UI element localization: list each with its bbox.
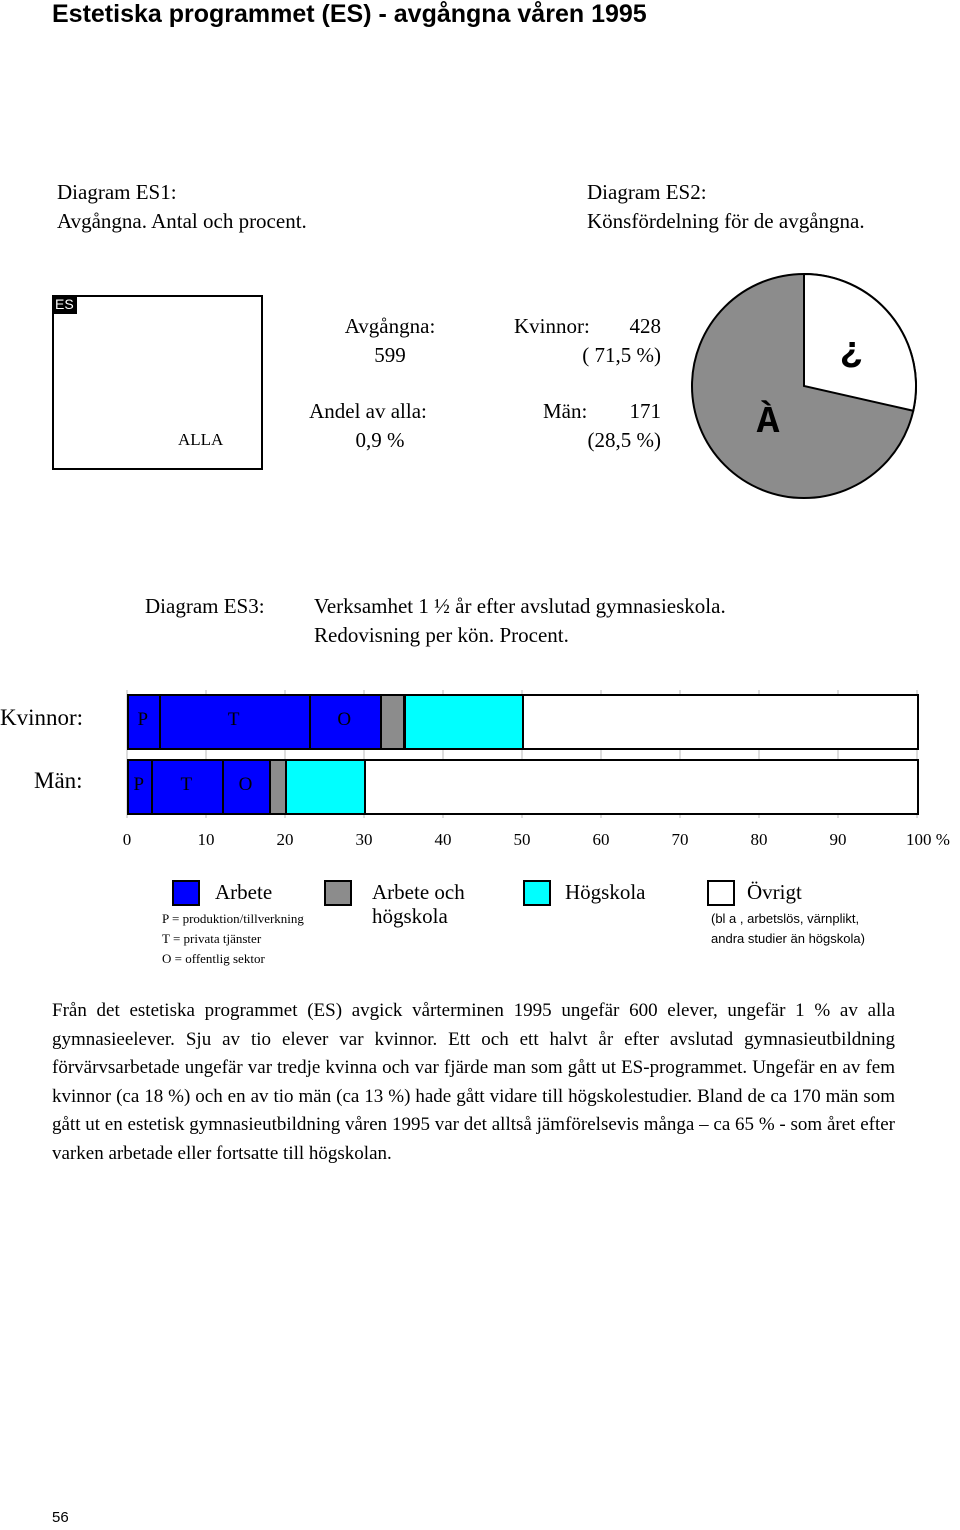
legend-swatch-arbete-och-hogskola bbox=[324, 880, 352, 906]
es3-caption-line2: Redovisning per kön. Procent. bbox=[314, 623, 569, 647]
pie-glyph-men: ¿ bbox=[839, 331, 863, 374]
bar-label-man: Män: bbox=[34, 768, 83, 793]
kvinnor-value: 428 bbox=[629, 314, 661, 338]
andel-value: 0,9 % bbox=[355, 428, 405, 452]
x-tick-label: 70 bbox=[671, 830, 689, 849]
es3-caption-line1: Verksamhet 1 ½ år efter avslutad gymnasieskola. bbox=[314, 594, 726, 618]
bar-segment-kvinnor-ovrigt bbox=[522, 694, 919, 750]
legend-note-t: T = privata tjänster bbox=[162, 931, 262, 946]
x-tick-label: 30 bbox=[355, 830, 373, 849]
x-tick-label: 80 bbox=[750, 830, 768, 849]
avgangna-label: Avgångna: bbox=[344, 314, 436, 338]
bar-segment-kvinnor-hogskola bbox=[404, 694, 525, 750]
man-percent: (28,5 %) bbox=[587, 428, 661, 452]
bar-segment-label-o: O bbox=[238, 774, 253, 795]
bar-segment-label-p: P bbox=[137, 709, 149, 730]
legend-hogskola: Högskola bbox=[565, 880, 646, 904]
x-tick-label: 90 bbox=[829, 830, 847, 849]
es1-caption-line1: Diagram ES1: bbox=[57, 180, 177, 204]
legend-swatch-arbete bbox=[172, 880, 200, 906]
legend-note-ovrigt-1: (bl a , arbetslös, värnplikt, bbox=[711, 911, 860, 926]
x-tick-label: 60 bbox=[592, 830, 610, 849]
legend-arbete-och-hogskola-line1: Arbete och bbox=[372, 880, 465, 904]
bar-segment-label-p: P bbox=[133, 774, 145, 795]
legend-arbete-och-hogskola bbox=[372, 880, 465, 928]
kvinnor-label: Kvinnor: bbox=[514, 314, 590, 338]
avgangna-value: 599 bbox=[374, 343, 406, 367]
legend-ovrigt: Övrigt bbox=[747, 880, 802, 904]
legend-note-p: P = produktion/tillverkning bbox=[162, 911, 304, 926]
man-value: 171 bbox=[629, 399, 661, 423]
es1-alla-label: ALLA bbox=[178, 430, 224, 449]
es2-caption-line1: Diagram ES2: bbox=[587, 180, 707, 204]
body-paragraph: Från det estetiska programmet (ES) avgick vårterminen 1995 ungefär 600 elever, ungefär 1 % av alla gymnasieelever. Sju av tio elever var kvinnor. Ett och ett halvt år efter avslutad gymnasieutbildning förvärvsarbetade ungefär var tredje kvinna och var fjärde man som gått ut ES-programmet. Ungefär en av fem kvinnor (ca 18 %) och en av tio män (ca 13 %) hade gått vidare till högskolestudier. Bland de ca 170 män som gått ut en estetisk gymnasieutbildning våren 1995 var det alltså jämförelsevis många – ca 65 % - som året efter varken arbetade eller fortsatte till högskolan. bbox=[52, 1000, 895, 1164]
legend-arbete: Arbete bbox=[215, 880, 273, 904]
bar-segment-man-ovrigt bbox=[364, 759, 919, 815]
page-number: 56 bbox=[52, 1509, 69, 1526]
x-tick-label: 50 bbox=[513, 830, 531, 849]
es3-caption-label: Diagram ES3: bbox=[145, 594, 265, 618]
x-tick-label: 100 % bbox=[906, 830, 950, 849]
x-tick-label: 10 bbox=[197, 830, 215, 849]
legend-note-ovrigt-2: andra studier än högskola) bbox=[711, 931, 865, 946]
x-tick-label: 20 bbox=[276, 830, 294, 849]
man-label: Män: bbox=[543, 399, 588, 423]
legend-arbete-och-hogskola-line2: högskola bbox=[372, 904, 448, 928]
es2-caption-line2: Könsfördelning för de avgångna. bbox=[587, 209, 865, 233]
pie-glyph-women: À bbox=[756, 401, 780, 444]
x-tick-label: 0 bbox=[122, 830, 132, 849]
kvinnor-percent: ( 71,5 %) bbox=[582, 343, 661, 367]
bar-segment-label-o: O bbox=[337, 709, 352, 730]
x-tick-label: 40 bbox=[434, 830, 452, 849]
legend-swatch-ovrigt bbox=[707, 880, 735, 906]
andel-label: Andel av alla: bbox=[309, 399, 427, 423]
legend-swatch-hogskola bbox=[523, 880, 551, 906]
bar-label-kvinnor: Kvinnor: bbox=[0, 705, 84, 730]
bar-segment-man-hogskola bbox=[285, 759, 366, 815]
bar-segment-kvinnor-arbete-och-hogskola bbox=[380, 694, 406, 750]
bar-segment-label-t: T bbox=[227, 709, 240, 730]
bar-segment-label-t: T bbox=[180, 774, 193, 795]
page-title: Estetiska programmet (ES) - avgångna våren 1995 bbox=[52, 0, 647, 28]
legend-note-o: O = offentlig sektor bbox=[162, 951, 265, 966]
es1-caption-line2: Avgångna. Antal och procent. bbox=[57, 209, 307, 233]
es1-tag: ES bbox=[52, 295, 77, 314]
